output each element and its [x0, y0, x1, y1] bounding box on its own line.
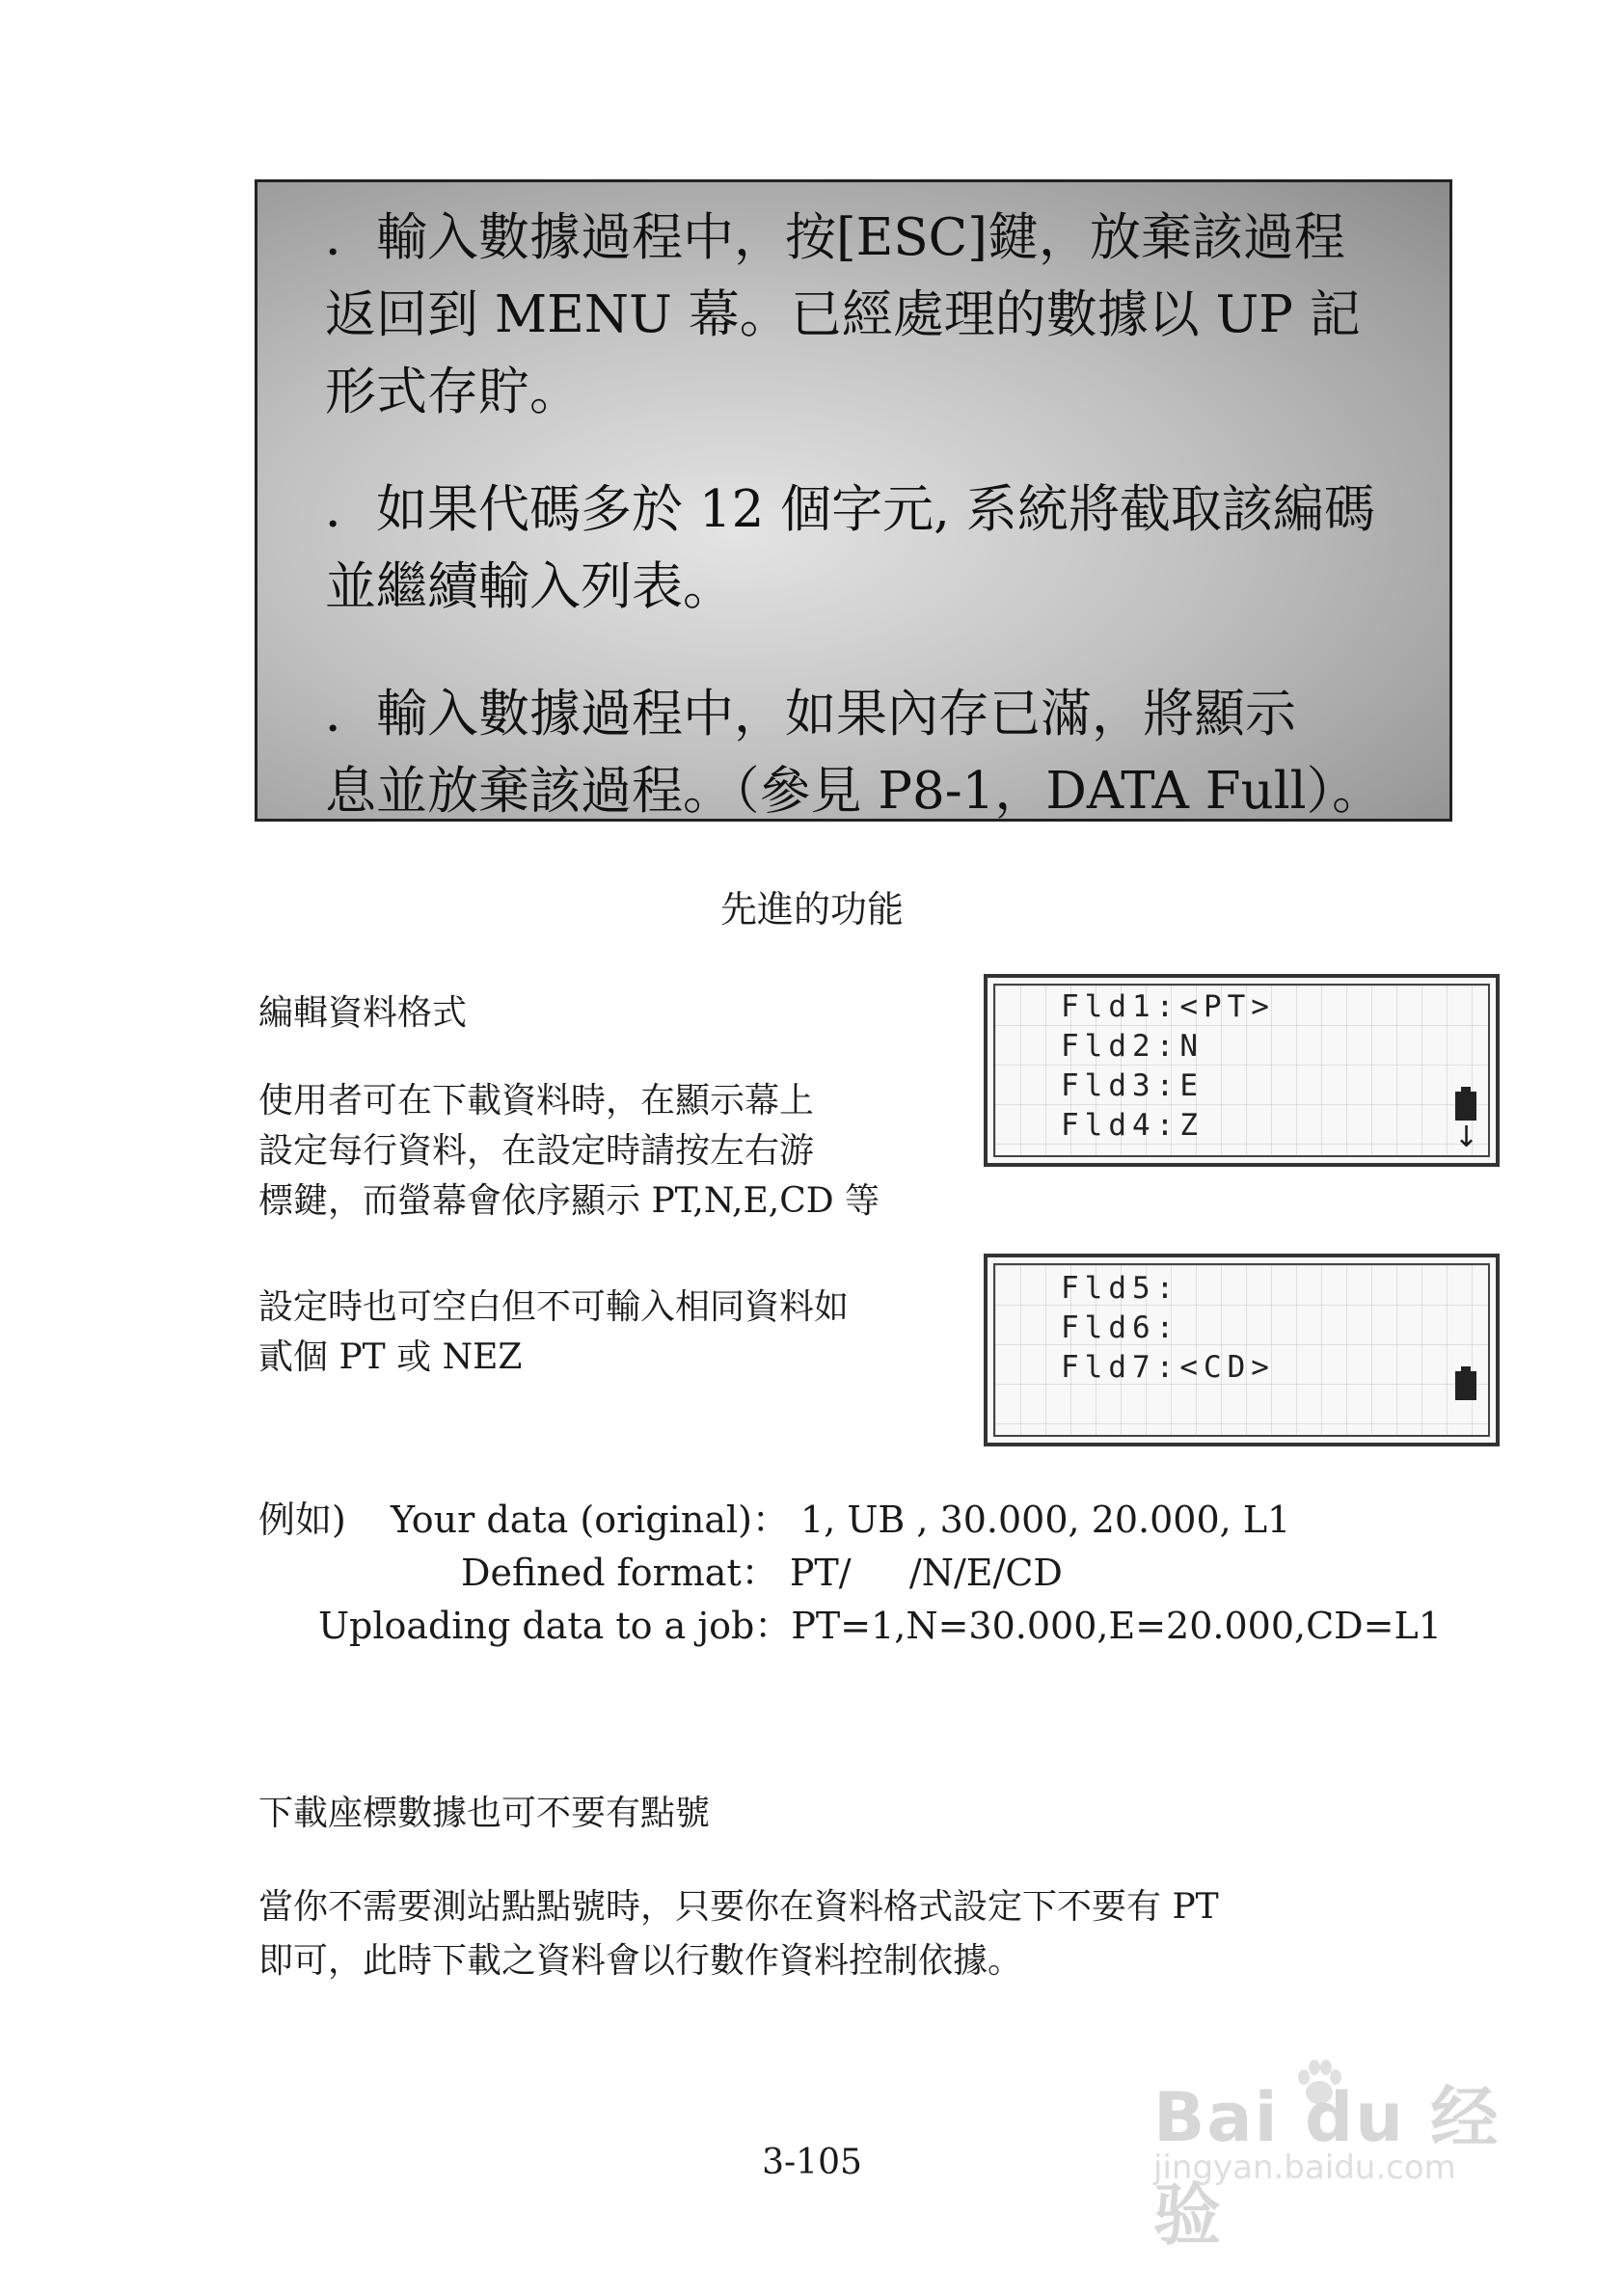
- lcd-field-4: Fld4:Z: [1061, 1108, 1204, 1143]
- page-number: 3-105: [762, 2143, 862, 2182]
- edit-format-note: 設定時也可空白但不可輸入相同資料如 貳個 PT 或 NEZ: [258, 1287, 850, 1377]
- no-point-paragraph: 當你不需要測站點點號時，只要你在資料格式設定下不要有 PT 即可，此時下載之資料會以行數作資料控制依據。: [258, 1887, 1219, 1981]
- example-uploading-data: Uploading data to a job：PT=1,N=30.000,E=20.000,CD=L1: [318, 1605, 1442, 1647]
- lcd-field-1: Fld1:<PT>: [1061, 989, 1275, 1024]
- note-esc: ．輸入數據過程中，按[ESC]鍵，放棄該過程 返回到 MENU 幕。已經處理的數據以 UP 記 形式存貯。: [325, 208, 1361, 421]
- note-memory-full: ．輸入數據過程中，如果內存已滿，將顯示 息並放棄該過程。（參見 P8-1，DATA Full）。: [325, 685, 1384, 821]
- example-prefix: 例如): [258, 1499, 346, 1541]
- lcd-field-2: Fld2:N: [1061, 1029, 1204, 1064]
- lcd-field-7: Fld7:<CD>: [1061, 1350, 1275, 1385]
- lcd-field-3: Fld3:E: [1061, 1068, 1204, 1103]
- lcd-screen-1: [984, 974, 1500, 1167]
- battery-icon: [1455, 1092, 1476, 1121]
- section-title: 先進的功能: [719, 888, 904, 931]
- lcd-field-5: Fld5:: [1061, 1271, 1180, 1306]
- edit-format-heading: 編輯資料格式: [258, 993, 468, 1033]
- watermark-url: jingyan.baidu.com: [1153, 2148, 1456, 2187]
- edit-format-paragraph: 使用者可在下載資料時，在顯示幕上 設定每行資料，在設定時請按左右游 標鍵，而螢幕會依序顯示 PT,N,E,CD 等: [258, 1081, 880, 1221]
- down-arrow-icon: ↓: [1453, 1121, 1478, 1154]
- note-box: [255, 179, 1452, 822]
- lcd-grid: [993, 984, 1490, 1157]
- example-original-data: Your data (original)： 1, UB , 30.000, 20.000, L1: [391, 1499, 1291, 1541]
- lcd-grid: [993, 1263, 1490, 1437]
- no-point-heading: 下載座標數據也可不要有點號: [258, 1794, 711, 1833]
- lcd-screen-2: [984, 1254, 1500, 1446]
- baidu-watermark: [1153, 2054, 1539, 2255]
- note-code-length: ．如果代碼多於 12 個字元, 系統將截取該編碼 並繼續輸入列表。: [325, 480, 1375, 616]
- battery-icon: [1455, 1371, 1476, 1400]
- lcd-field-6: Fld6:: [1061, 1310, 1180, 1345]
- watermark-brand: Bai du 经验: [1153, 2078, 1501, 2255]
- example-defined-format: Defined format： PT/ /N/E/CD: [461, 1552, 1063, 1594]
